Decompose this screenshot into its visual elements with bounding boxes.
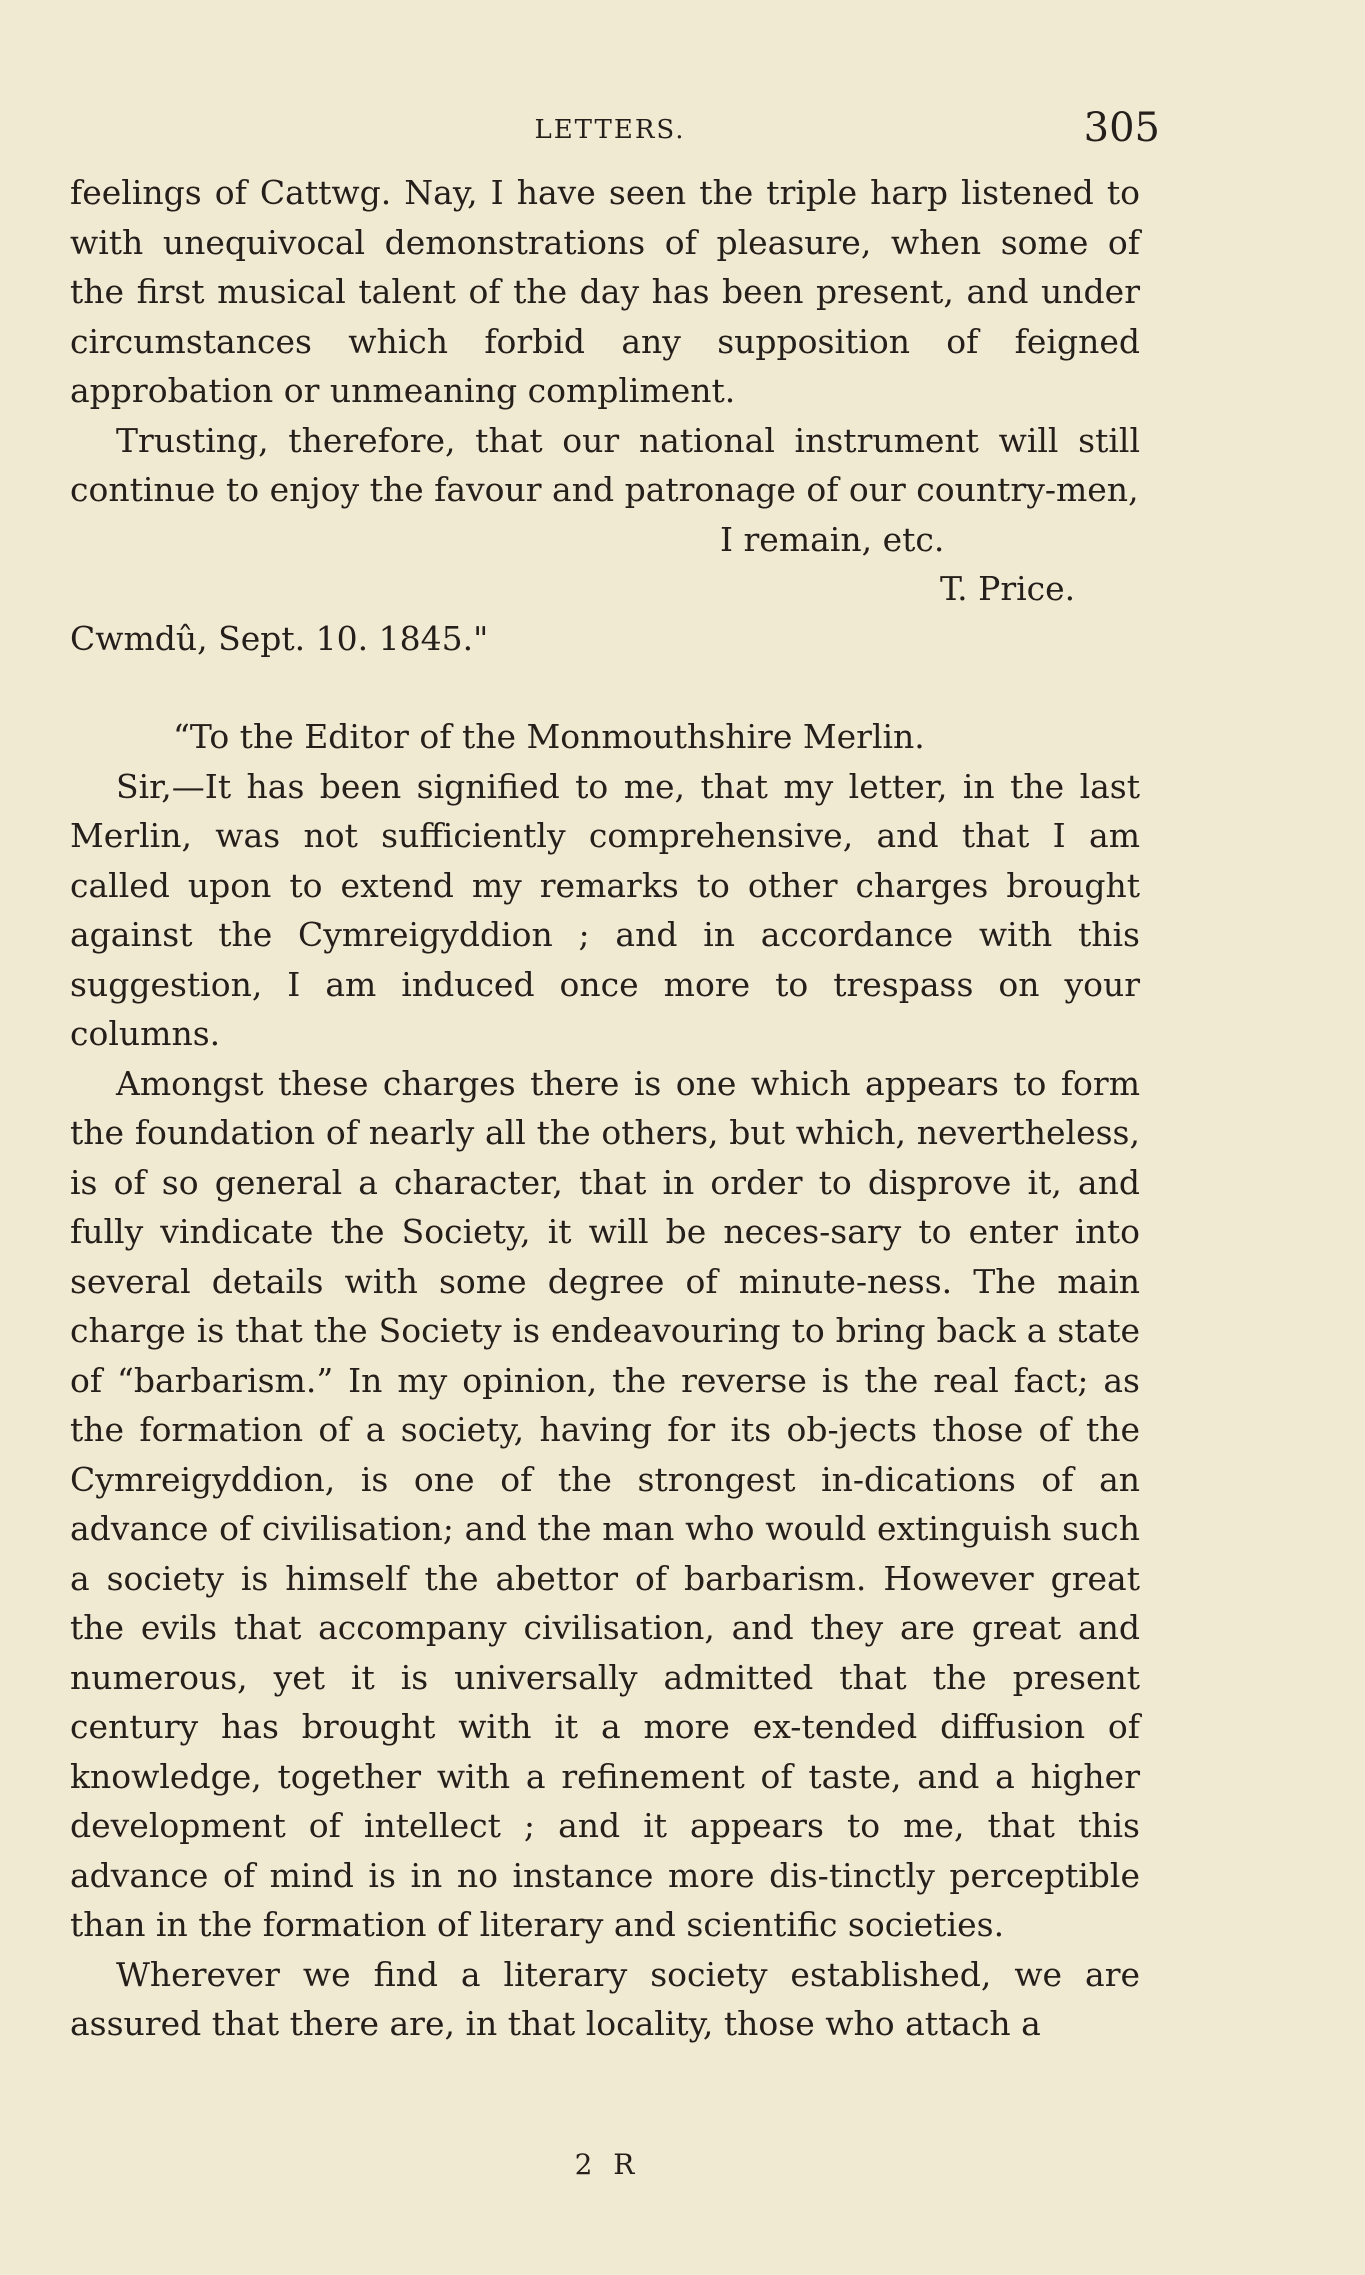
letter-closing: I remain, etc. bbox=[720, 519, 945, 559]
paragraph: Wherever we find a literary society established, we are assured that there are, in that locality, those who attach a bbox=[70, 1954, 1140, 2043]
body-text bbox=[70, 168, 1140, 2049]
paragraph: Sir,—It has been signified to me, that my letter, in the last Merlin, was not sufficiently comprehensive, and that I am called upon to extend my remarks to other charges brought against the Cymreigyddion ; and in accordance with this suggestion, I am induced once more to trespass on your columns. bbox=[70, 766, 1140, 1053]
paragraph: Trusting, therefore, that our national instrument will still continue to enjoy the favour and patronage of our country-men, bbox=[70, 420, 1140, 509]
running-head: LETTERS. bbox=[534, 115, 686, 145]
paragraph: feelings of Cattwg. Nay, I have seen the triple harp listened to with unequivocal demonstrations of pleasure, when some of the first musical talent of the day has been present, and under circumstances which forbid any supposition of feigned approbation or unmeaning compliment. bbox=[70, 173, 1140, 410]
paragraph: Amongst these charges there is one which appears to form the foundation of nearly all the others, but which, nevertheless, is of so general a character, that in order to disprove it, and fully vindicate the Society, it will be neces-sary to enter into several details with some degree of minute-ness. The main charge is that the Society is endeavouring to bring back a state of “barbarism.” In my opinion, the reverse is the real fact; as the formation of a society, having for its ob-jects those of the Cymreigyddion, is one of the strongest in-dications of an advance of civilisation; and the man who would extinguish such a society is himself the abettor of barbarism. However great the evils that accompany civilisation, and they are great and numerous, yet it is universally admitted that the present century has brought with it a more ex-tended diffusion of knowledge, together with a refinement of taste, and a higher development of intellect ; and it appears to me, that this advance of mind is in no instance more dis-tinctly perceptible than in the formation of literary and scientific societies. bbox=[70, 1063, 1140, 1944]
page-header bbox=[70, 105, 1160, 165]
letter-dateline: Cwmdû, Sept. 10. 1845." bbox=[70, 618, 489, 658]
signature-mark: 2 R bbox=[574, 2148, 641, 2181]
letter-address: “To the Editor of the Monmouthshire Merlin. bbox=[173, 717, 925, 756]
letter-signature: T. Price. bbox=[940, 569, 1076, 608]
page-number: 305 bbox=[1083, 105, 1160, 151]
section-spacer bbox=[70, 663, 1140, 712]
